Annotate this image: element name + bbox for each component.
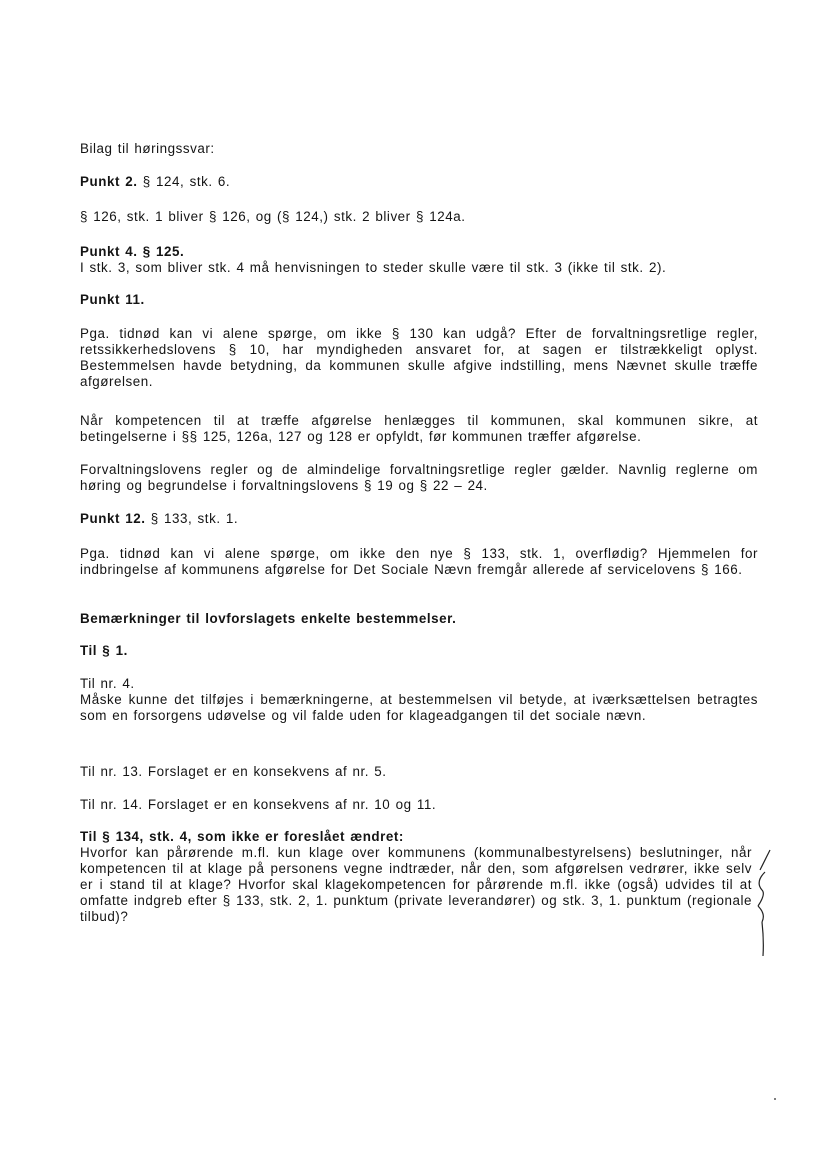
punkt-2-heading: Punkt 2. xyxy=(80,174,138,189)
til-paragraph-1-heading: Til § 1. xyxy=(80,643,128,658)
punkt-12-line xyxy=(80,511,758,527)
til-134-text: Hvorfor kan pårørende m.fl. kun klage over kommunens (kommunalbestyrelsens) beslutninger, når kompetencen til at klage på personens vegne indtræder, når den, som afgørelsen vedrører, ikke selv er i stand til at klage? Hvorfor skal klagekompetencen for pårørende m.fl. ikke (også) udvides til at omfatte indgreb efter § 133, stk. 2, 1. punktum (private leverandører) og stk. 3, 1. punktum (regionale tilbud)? xyxy=(80,845,752,924)
paragraph-126: § 126, stk. 1 bliver § 126, og (§ 124,) stk. 2 bliver § 124a. xyxy=(80,209,466,224)
til-nr-4-text: Måske kunne det tilføjes i bemærkningerne, at bestemmelsen vil betyde, at iværksættelsen betragtes som en forsorgens udøvelse og vil falde uden for klageadgangen til det sociale nævn. xyxy=(80,692,758,723)
punkt-2-reference: § 124, stk. 6. xyxy=(137,174,231,189)
punkt-4-section xyxy=(80,244,758,276)
punkt-2-line xyxy=(80,174,758,190)
punkt-12-heading: Punkt 12. xyxy=(80,511,146,526)
punkt-11-paragraph-1: Pga. tidnød kan vi alene spørge, om ikke § 130 kan udgå? Efter de forvaltningsretlige regler, retssikkerhedslovens § 10, har myndigheden ansvaret for, at sagen er tilstrækkeligt oplyst. Bestemmelsen havde betydning, da kommunen skulle afgive indstilling, mens Nævnet skulle træffe afgørelsen. xyxy=(80,326,758,389)
punkt-11-heading: Punkt 11. xyxy=(80,292,145,307)
punkt-12-paragraph-1: Pga. tidnød kan vi alene spørge, om ikke den nye § 133, stk. 1, overflødig? Hjemmelen for indbringelse af kommunens afgørelse for Det Sociale Nævn fremgår allerede af servicelovens § 166. xyxy=(80,546,758,577)
margin-bracket-annotation xyxy=(752,848,774,958)
scan-speck xyxy=(774,1098,776,1100)
til-nr-14: Til nr. 14. Forslaget er en konsekvens af nr. 10 og 11. xyxy=(80,797,437,812)
punkt-11-paragraph-2: Når kompetencen til at træffe afgørelse henlægges til kommunen, skal kommunen sikre, at betingelserne i §§ 125, 126a, 127 og 128 er opfyldt, før kommunen træffer afgørelse. xyxy=(80,413,758,444)
document-title: Bilag til høringssvar: xyxy=(80,141,215,156)
punkt-12-reference: § 133, stk. 1. xyxy=(145,511,239,526)
til-134-heading: Til § 134, stk. 4, som ikke er foreslået ændret: xyxy=(80,829,404,844)
punkt-4-text: I stk. 3, som bliver stk. 4 må henvisningen to steder skulle være til stk. 3 (ikke til stk. 2). xyxy=(80,260,667,275)
bemaerkninger-heading: Bemærkninger til lovforslagets enkelte bestemmelser. xyxy=(80,611,457,626)
punkt-4-heading: Punkt 4. § 125. xyxy=(80,244,185,259)
til-nr-13: Til nr. 13. Forslaget er en konsekvens af nr. 5. xyxy=(80,764,387,779)
punkt-11-paragraph-3: Forvaltningslovens regler og de almindelige forvaltningsretlige regler gælder. Navnlig reglerne om høring og begrundelse i forvaltningslovens § 19 og § 22 – 24. xyxy=(80,462,758,493)
til-nr-4-label: Til nr. 4. xyxy=(80,676,135,691)
